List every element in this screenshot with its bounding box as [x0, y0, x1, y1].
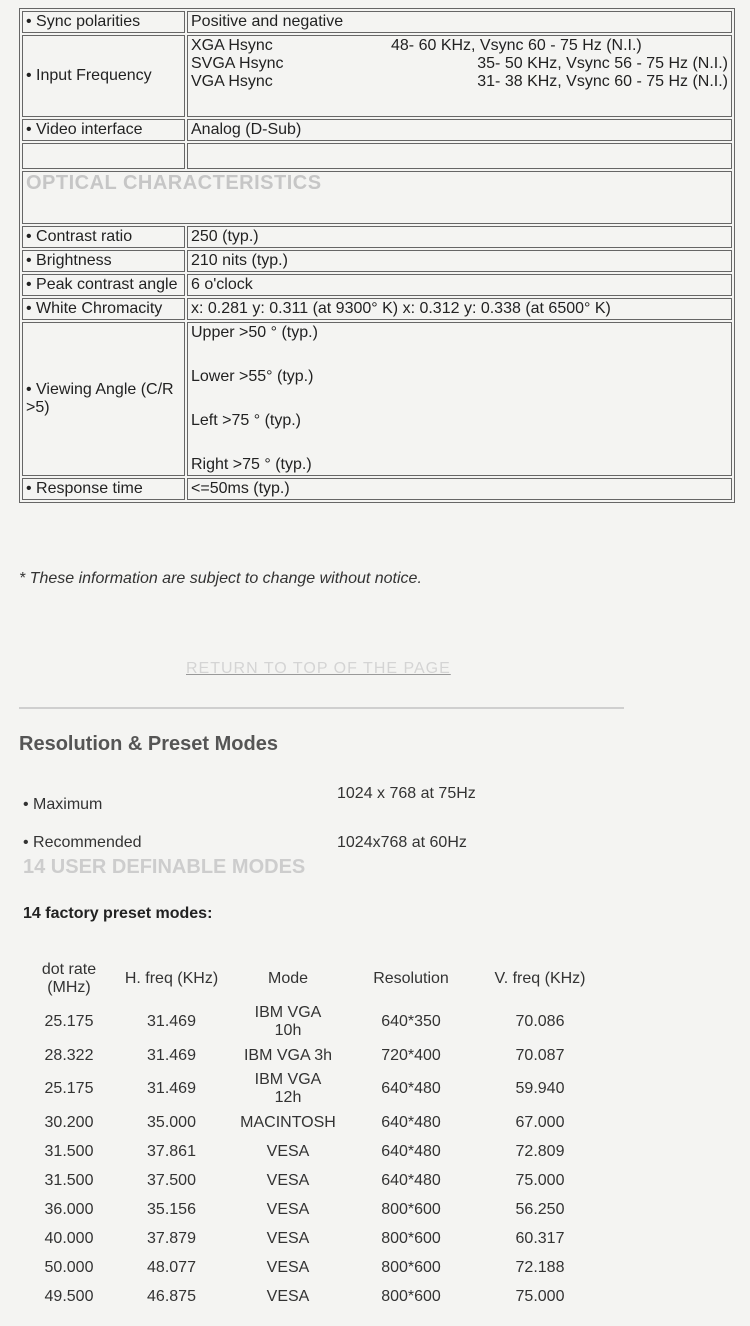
- viewing-angle-upper: Upper >50 ° (typ.): [191, 324, 318, 341]
- column-header: V. freq (KHz): [494, 970, 586, 987]
- factory-preset-heading: 14 factory preset modes:: [23, 905, 213, 922]
- table-cell: 59.940: [515, 1080, 565, 1097]
- change-notice: * These information are subject to change without notice.: [19, 570, 422, 587]
- freq-range: 31- 38 KHz, Vsync 60 - 75 Hz (N.I.): [477, 73, 728, 90]
- spec-value: <=50ms (typ.): [187, 478, 732, 500]
- freq-range: 48- 60 KHz, Vsync 60 - 75 Hz (N.I.): [391, 37, 642, 54]
- spec-value: 250 (typ.): [187, 226, 732, 248]
- table-cell: 75.000: [515, 1287, 565, 1305]
- table-cell: 40.000: [44, 1229, 94, 1247]
- viewing-angle-lower: Lower >55° (typ.): [191, 368, 314, 385]
- table-cell: 800*600: [381, 1287, 441, 1305]
- spec-label: • Sync polarities: [22, 11, 185, 33]
- freq-mode: SVGA Hsync: [191, 55, 284, 72]
- column-header: dot rate (MHz): [41, 961, 97, 996]
- spec-row-video-interface: [22, 119, 732, 141]
- spec-row-response-time: [22, 478, 732, 500]
- preset-modes-table: [24, 955, 605, 1311]
- table-cell: VESA: [266, 1287, 310, 1305]
- optical-heading-row: [22, 171, 732, 224]
- section-heading-optical: OPTICAL CHARACTERISTICS: [22, 171, 732, 224]
- recommended-value: 1024x768 at 60Hz: [337, 834, 467, 851]
- table-cell: VESA: [266, 1200, 310, 1218]
- freq-mode: VGA Hsync: [191, 73, 273, 90]
- table-cell: 37.500: [147, 1171, 196, 1189]
- table-cell: 35.000: [147, 1113, 196, 1131]
- table-cell: 67.000: [515, 1113, 565, 1131]
- table-cell: 800*600: [381, 1200, 441, 1218]
- table-cell: 640*480: [381, 1142, 441, 1160]
- table-row: [24, 1224, 605, 1253]
- spec-label: • Video interface: [22, 119, 185, 141]
- spec-row-brightness: [22, 250, 732, 272]
- table-cell: 70.086: [515, 1013, 565, 1030]
- table-cell: 31.469: [147, 1013, 196, 1030]
- spec-row-white-chromacity: [22, 298, 732, 320]
- table-cell: 75.000: [515, 1171, 565, 1189]
- table-cell: 800*600: [381, 1229, 441, 1247]
- table-cell: 640*480: [381, 1080, 441, 1097]
- spec-row-input-frequency: [22, 35, 732, 117]
- spec-label: • Viewing Angle (C/R >5): [22, 322, 185, 476]
- table-row: [24, 1253, 605, 1282]
- table-cell: 800*600: [381, 1258, 441, 1276]
- table-cell: 36.000: [44, 1200, 94, 1218]
- spec-value: Positive and negative: [187, 11, 732, 33]
- column-header: Resolution: [373, 970, 449, 987]
- spec-value: [187, 322, 732, 476]
- table-cell: VESA: [266, 1258, 310, 1276]
- table-cell: 31.500: [44, 1171, 94, 1189]
- empty-cell: [187, 143, 732, 169]
- table-cell: 72.809: [515, 1142, 565, 1160]
- freq-range: 35- 50 KHz, Vsync 56 - 75 Hz (N.I.): [477, 55, 728, 72]
- table-cell: IBM VGA 10h: [254, 1004, 322, 1039]
- table-cell: VESA: [266, 1142, 310, 1160]
- table-cell: 30.200: [44, 1113, 94, 1131]
- spec-value: [187, 35, 732, 117]
- spec-label: • Contrast ratio: [22, 226, 185, 248]
- table-cell: 31.469: [147, 1080, 196, 1097]
- freq-line: [191, 37, 728, 55]
- table-cell: 28.322: [44, 1046, 94, 1064]
- table-cell: 35.156: [147, 1200, 196, 1218]
- table-cell: 48.077: [147, 1258, 196, 1276]
- resolution-section-title: Resolution & Preset Modes: [19, 733, 278, 755]
- spec-value: x: 0.281 y: 0.311 (at 9300° K) x: 0.312 y: 0.338 (at 6500° K): [187, 298, 732, 320]
- table-cell: 720*400: [381, 1046, 441, 1064]
- table-cell: 50.000: [44, 1258, 94, 1276]
- table-cell: 70.087: [515, 1046, 565, 1064]
- spec-label: • Response time: [22, 478, 185, 500]
- spec-row-sync-polarities: [22, 11, 732, 33]
- table-row: [24, 1003, 605, 1041]
- table-cell: 46.875: [147, 1287, 196, 1305]
- table-cell: 60.317: [515, 1229, 565, 1247]
- empty-cell: [22, 143, 185, 169]
- return-to-top-link[interactable]: RETURN TO TOP OF THE PAGE: [186, 660, 451, 677]
- table-cell: 37.861: [147, 1142, 196, 1160]
- user-definable-modes-heading: 14 USER DEFINABLE MODES: [23, 856, 306, 878]
- table-header-row: [24, 955, 605, 1003]
- specifications-table: [19, 8, 735, 503]
- column-header: H. freq (KHz): [124, 970, 219, 987]
- table-row: [24, 1041, 605, 1070]
- maximum-value: 1024 x 768 at 75Hz: [337, 785, 476, 802]
- table-row: [24, 1137, 605, 1166]
- spec-value: 210 nits (typ.): [187, 250, 732, 272]
- freq-mode: XGA Hsync: [191, 37, 273, 54]
- section-divider: [19, 707, 624, 709]
- table-cell: 31.469: [147, 1046, 196, 1064]
- table-cell: 72.188: [515, 1258, 565, 1276]
- spec-value: 6 o'clock: [187, 274, 732, 296]
- table-cell: IBM VGA 12h: [254, 1071, 322, 1106]
- spec-row-peak-contrast: [22, 274, 732, 296]
- table-cell: IBM VGA 3h: [243, 1046, 333, 1064]
- maximum-label: • Maximum: [23, 796, 103, 813]
- table-cell: 25.175: [44, 1080, 94, 1097]
- table-cell: 31.500: [44, 1142, 94, 1160]
- spec-row-empty: [22, 143, 732, 169]
- preset-modes-body: [24, 1003, 605, 1311]
- table-cell: 56.250: [515, 1200, 565, 1218]
- spec-label: • Input Frequency: [22, 35, 185, 117]
- table-cell: 49.500: [44, 1287, 94, 1305]
- table-row: [24, 1070, 605, 1108]
- table-row: [24, 1108, 605, 1137]
- table-cell: MACINTOSH: [240, 1113, 336, 1131]
- column-header: Mode: [267, 970, 309, 987]
- spec-label: • Brightness: [22, 250, 185, 272]
- table-row: [24, 1282, 605, 1311]
- spec-row-contrast: [22, 226, 732, 248]
- table-cell: 37.879: [147, 1229, 196, 1247]
- table-cell: VESA: [266, 1229, 310, 1247]
- viewing-angle-right: Right >75 ° (typ.): [191, 456, 312, 473]
- spec-row-viewing-angle: [22, 322, 732, 476]
- freq-line: [191, 55, 728, 73]
- table-row: [24, 1195, 605, 1224]
- table-cell: 640*350: [381, 1013, 441, 1030]
- recommended-label: • Recommended: [23, 834, 142, 851]
- table-cell: 640*480: [381, 1113, 441, 1131]
- table-row: [24, 1166, 605, 1195]
- spec-label: • Peak contrast angle: [22, 274, 185, 296]
- spec-value: Analog (D-Sub): [187, 119, 732, 141]
- table-cell: 25.175: [44, 1013, 94, 1030]
- viewing-angle-left: Left >75 ° (typ.): [191, 412, 302, 429]
- table-cell: 640*480: [381, 1171, 441, 1189]
- spec-label: • White Chromacity: [22, 298, 185, 320]
- table-cell: VESA: [266, 1171, 310, 1189]
- freq-line: [191, 73, 728, 91]
